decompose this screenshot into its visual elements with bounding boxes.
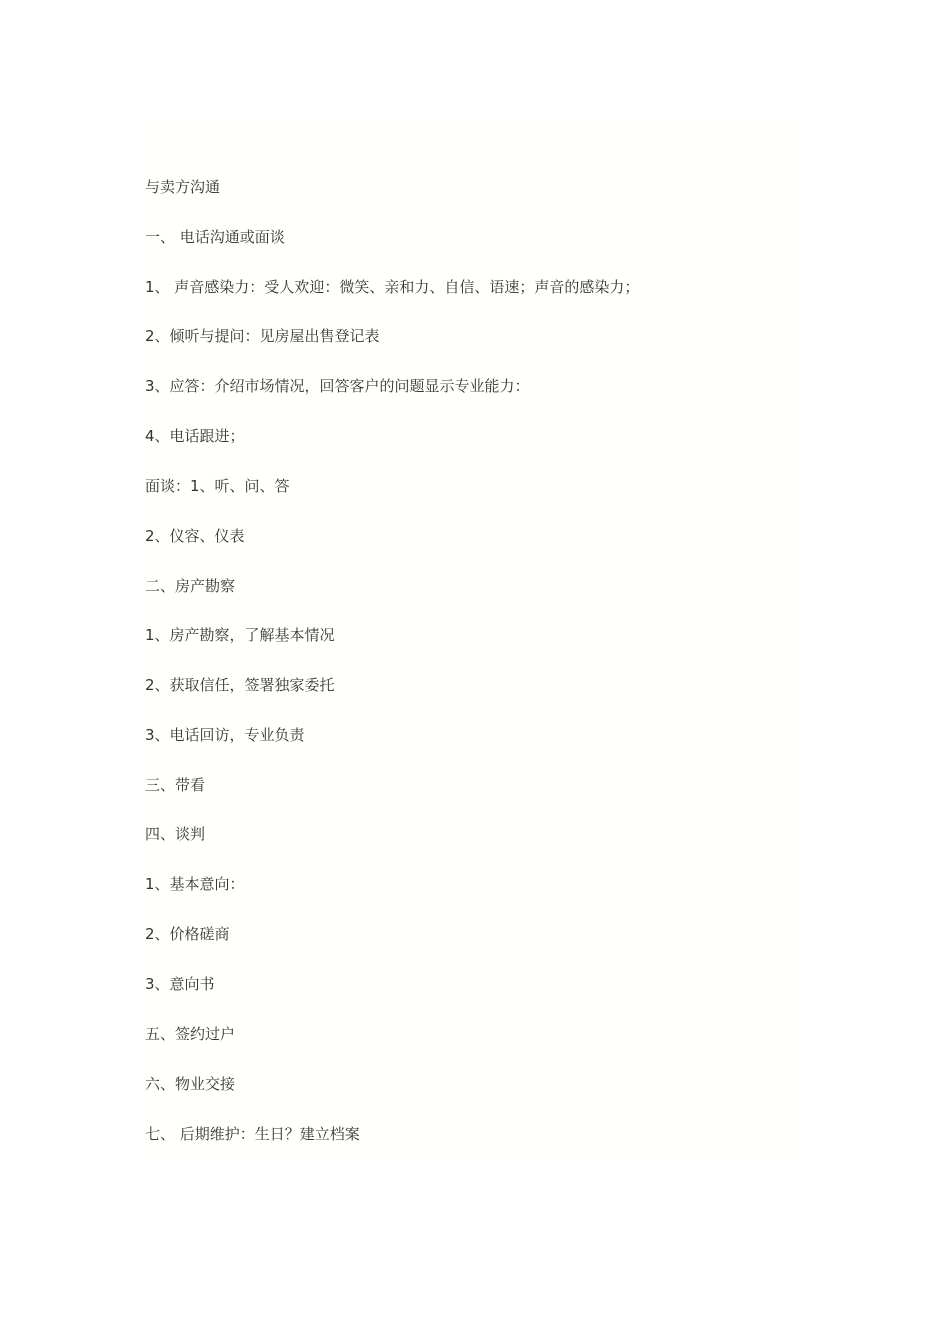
section-heading-viewing: 三、带看 [145,776,206,794]
list-item: 1、基本意向： [145,875,245,893]
list-item: 2、获取信任，签署独家委托 [145,676,335,694]
list-item: 3、电话回访，专业负责 [145,726,305,744]
list-item: 1、 声音感染力：受人欢迎：微笑、亲和力、自信、语速；声音的感染力； [145,278,640,296]
list-item: 3、意向书 [145,975,215,993]
list-item: 2、倾听与提问：见房屋出售登记表 [145,327,380,345]
list-item: 面谈：1、听、问、答 [145,477,290,495]
list-item: 4、电话跟进； [145,427,245,445]
section-heading-property-handover: 六、物业交接 [145,1075,236,1093]
section-heading-property-survey: 二、房产勘察 [145,577,236,595]
section-heading-signing-transfer: 五、签约过户 [145,1025,236,1043]
section-heading-after-service: 七、 后期维护：生日？建立档案 [145,1125,360,1143]
section-heading-negotiation: 四、谈判 [145,825,206,843]
list-item: 2、仪容、仪表 [145,527,245,545]
section-heading-phone-or-meeting: 一、 电话沟通或面谈 [145,228,285,246]
list-item: 3、应答：介绍市场情况，回答客户的问题显示专业能力： [145,377,530,395]
list-item: 2、价格磋商 [145,925,230,943]
document-title: 与卖方沟通 [145,178,221,196]
list-item: 1、房产勘察，了解基本情况 [145,626,335,644]
